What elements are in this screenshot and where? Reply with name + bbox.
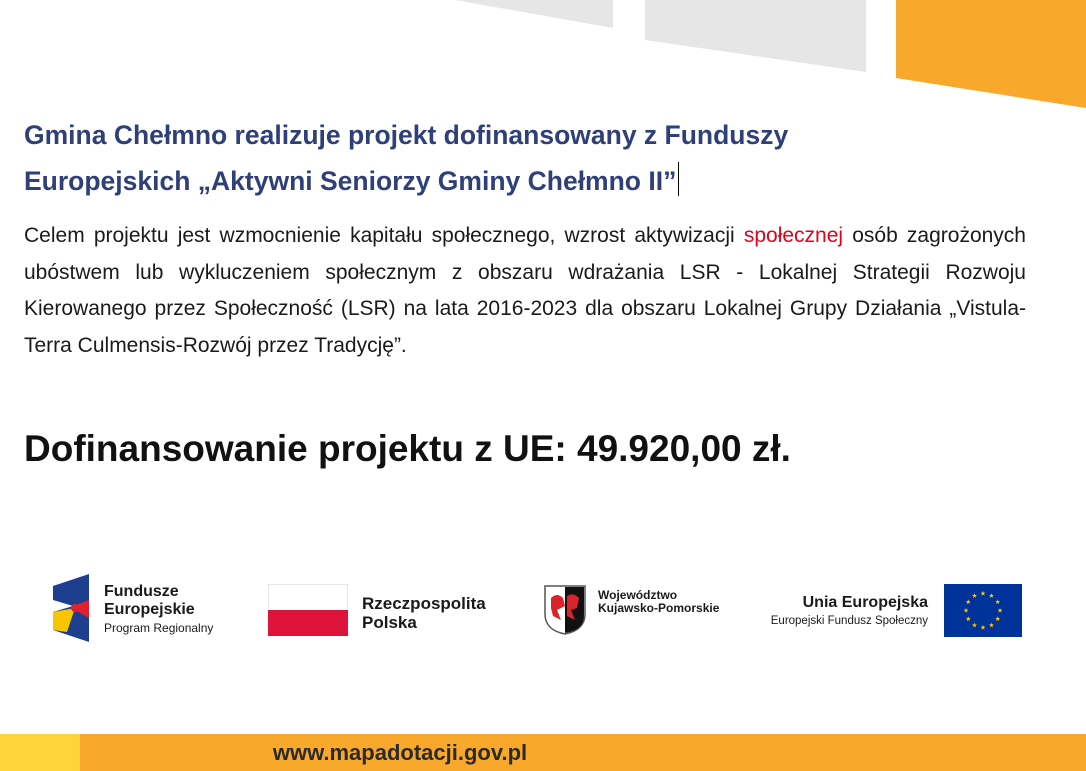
ue-logo-text: [742, 594, 928, 628]
page-title: [24, 112, 924, 204]
footer-accent: [0, 734, 80, 771]
fundusze-line-1: Fundusze: [104, 583, 179, 600]
polish-flag-icon: [268, 584, 348, 636]
project-description: [24, 218, 1026, 364]
kujawsko-logo-text: [598, 589, 719, 616]
fundusze-line-2: Europejskie: [104, 600, 195, 618]
fundusze-logo-text: [104, 583, 213, 635]
fundusze-europejskie-icon: [53, 574, 89, 642]
footer-url-link[interactable]: www.mapadotacji.gov.pl: [272, 740, 528, 765]
description-part-1: Celem projektu jest wzmocnienie kapitału społecznego, wzrost aktywizacji: [24, 224, 744, 247]
funding-amount: Dofinansowanie projektu z UE: 49.920,00 zł.: [24, 428, 791, 469]
description-part-2: osób zagrożonych ubóstwem lub wykluczeniem społecznym z obszaru wdrażania LSR - Lokalnej Strategii Rozwoju Kierowanego przez Społeczność (LSR) na lata 2016-2023 dla obszaru Lokalnej Grupy Działania „Vistula-Terra Culmensis-Rozwój przez Tradycję”.: [24, 224, 1026, 357]
eu-flag-icon: [944, 584, 1022, 637]
rp-line-2: Polska: [362, 613, 417, 633]
kujawsko-line-2: Kujawsko-Pomorskie: [598, 601, 720, 616]
description-highlight: społecznej: [743, 224, 844, 247]
coat-of-arms-icon: [543, 584, 587, 636]
kujawsko-line-1: Województwo: [598, 588, 678, 602]
ue-line-1: Unia Europejska: [802, 594, 928, 611]
text-cursor: [678, 162, 679, 196]
rp-logo-text: [362, 594, 486, 632]
header-decoration: [0, 0, 1086, 120]
rp-line-1: Rzeczpospolita: [362, 594, 486, 613]
fundusze-line-3: Program Regionalny: [104, 620, 214, 635]
title-line-2: Europejskich „Aktywni Seniorzy Gminy Chełmno II”: [24, 166, 677, 196]
ue-line-2: Europejski Fundusz Społeczny: [770, 614, 928, 627]
title-line-1: Gmina Chełmno realizuje projekt dofinansowany z Funduszy: [24, 120, 789, 150]
